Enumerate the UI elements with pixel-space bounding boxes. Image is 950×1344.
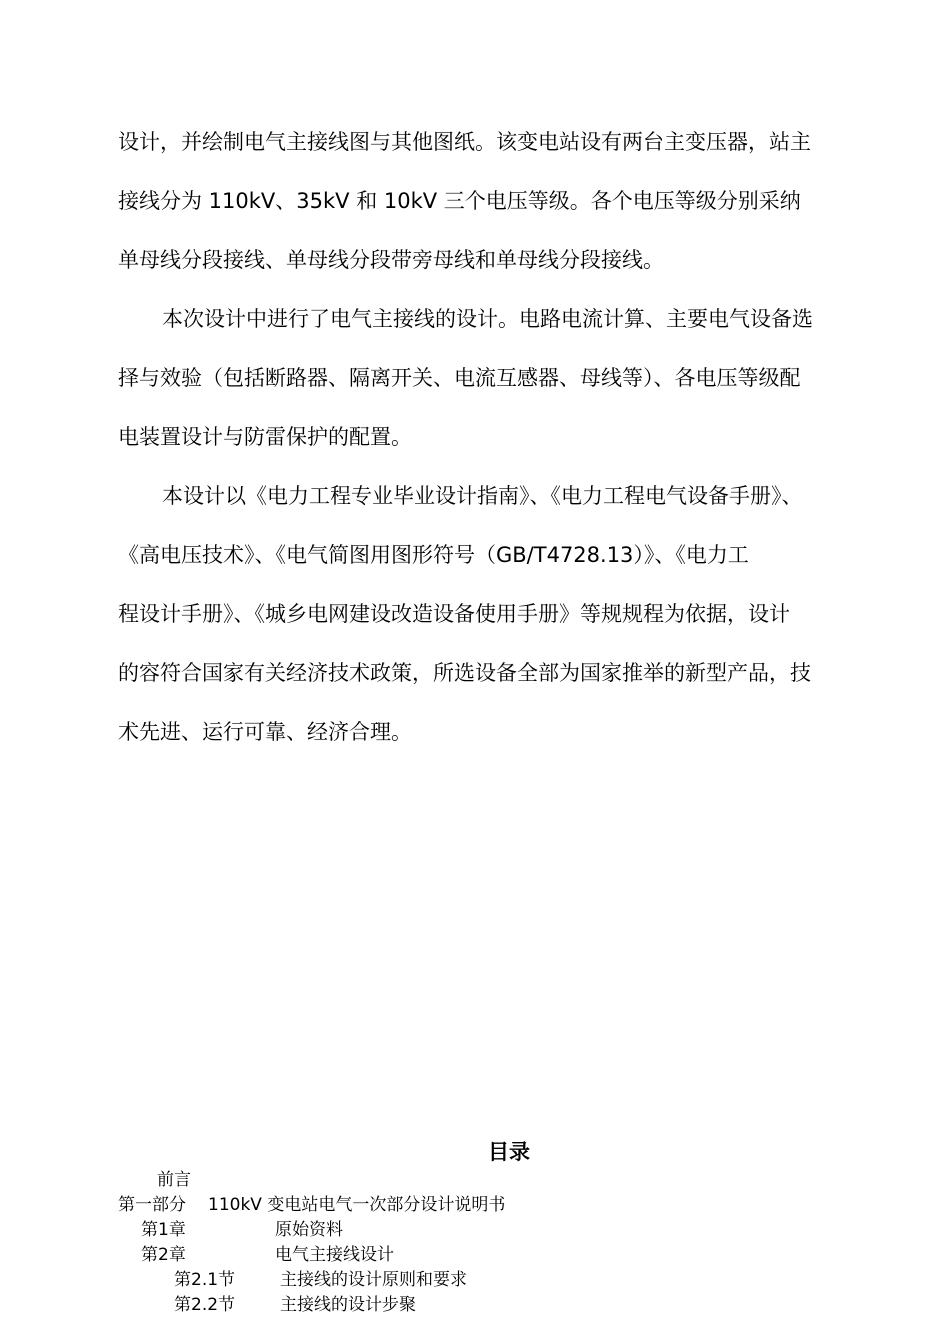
toc-part1-title: 110kV 变电站电气一次部分设计说明书 <box>208 1195 506 1215</box>
toc-section-2-2-label: 第2.2节 <box>174 1295 236 1315</box>
body-line-10: 的容符合国家有关经济技术政策，所选设备全部为国家推举的新型产品，技 <box>118 661 811 685</box>
toc-chapter-2-label: 第2章 <box>141 1245 186 1265</box>
body-line-7: 本设计以《电力工程专业毕业设计指南》、《电力工程电气设备手册》、 <box>162 484 803 508</box>
toc-section-2-2-title: 主接线的设计步聚 <box>280 1295 416 1315</box>
body-line-4: 本次设计中进行了电气主接线的设计。电路电流计算、主要电气设备选 <box>162 307 813 331</box>
body-line-6: 电装置设计与防雷保护的配置。 <box>118 425 412 449</box>
toc-chapter-1[interactable] <box>141 1219 343 1241</box>
toc-preface[interactable] <box>157 1169 191 1191</box>
body-line-9: 程设计手册》、《城乡电网建设改造设备使用手册》等规规程为依据，设计 <box>118 602 790 626</box>
toc-chapter-2-title: 电气主接线设计 <box>275 1245 394 1265</box>
toc-chapter-2[interactable] <box>141 1244 394 1266</box>
body-line-2: 接线分为 110kV、35kV 和 10kV 三个电压等级。各个电压等级分别采纳 <box>118 189 801 213</box>
body-line-3: 单母线分段接线、单母线分段带旁母线和单母线分段接线。 <box>118 248 664 272</box>
toc-title: 目录 <box>488 1140 530 1164</box>
body-line-8: 《高电压技术》、《电气简图用图形符号（GB/T4728.13）》、《电力工 <box>118 543 749 567</box>
toc-preface-label: 前言 <box>157 1170 191 1190</box>
toc-section-2-1-label: 第2.1节 <box>174 1270 236 1290</box>
toc-section-2-1[interactable] <box>174 1269 467 1291</box>
body-line-1: 设计，并绘制电气主接线图与其他图纸。该变电站设有两台主变压器，站主 <box>118 130 811 154</box>
toc-section-2-2[interactable] <box>174 1294 416 1316</box>
toc-chapter-1-label: 第1章 <box>141 1220 186 1240</box>
toc-part1[interactable] <box>118 1194 505 1216</box>
body-line-11: 术先进、运行可靠、经济合理。 <box>118 720 412 744</box>
toc-chapter-1-title: 原始资料 <box>275 1220 343 1240</box>
toc-part1-label: 第一部分 <box>118 1195 186 1215</box>
body-line-5: 择与效验（包括断路器、隔离开关、电流互感器、母线等）、各电压等级配 <box>118 366 801 390</box>
toc-section-2-1-title: 主接线的设计原则和要求 <box>280 1270 467 1290</box>
